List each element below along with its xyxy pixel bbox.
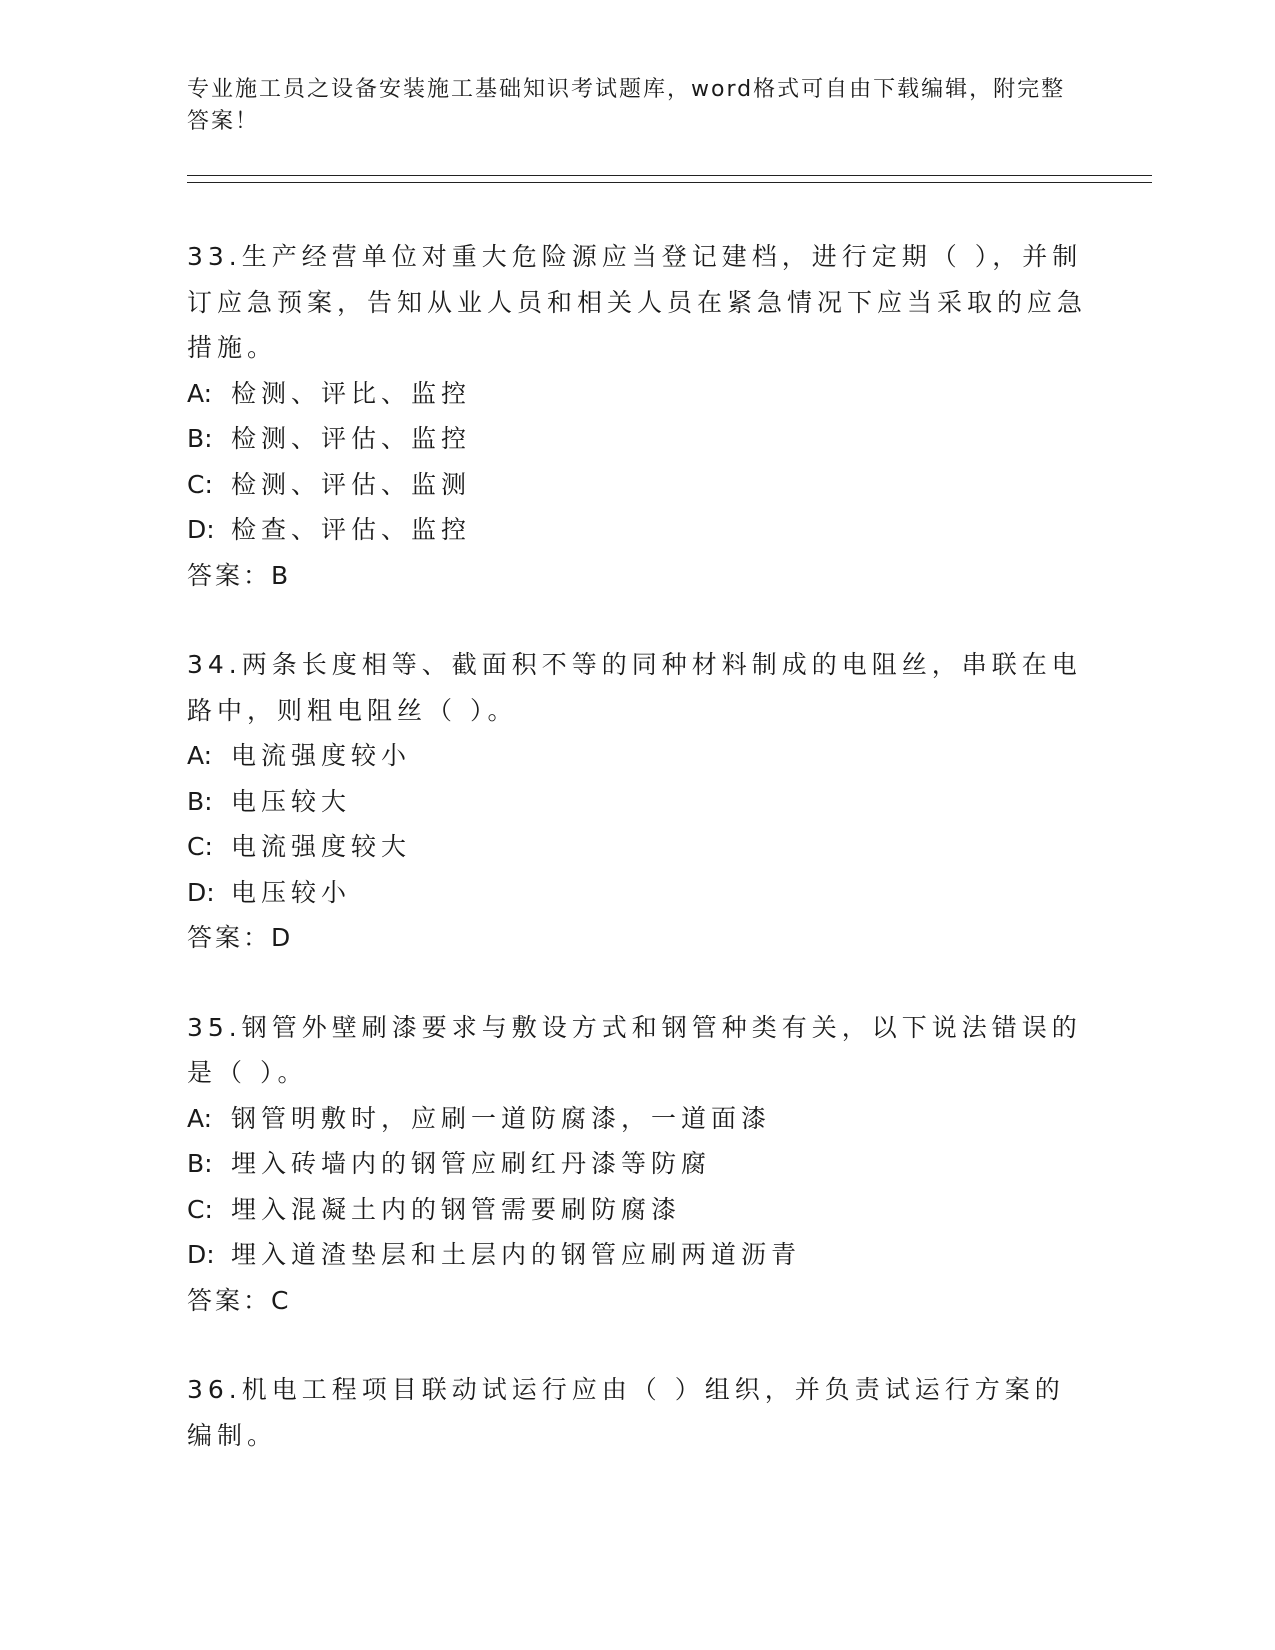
question-34 xyxy=(187,642,1087,961)
question-stem: 34.两条长度相等、截面积不等的同种材料制成的电阻丝，串联在电路中，则粗电阻丝（ ）。 xyxy=(187,650,1082,725)
option-c xyxy=(187,824,1087,870)
option-b xyxy=(187,1141,1087,1187)
option-key: D: xyxy=(187,515,215,544)
option-a xyxy=(187,371,1087,417)
option-b xyxy=(187,416,1087,462)
option-key: A: xyxy=(187,741,213,770)
question-36 xyxy=(187,1367,1087,1458)
document-header: 专业施工员之设备安装施工基础知识考试题库，word格式可自由下载编辑，附完整答案！ xyxy=(187,77,1066,134)
option-text: 电流强度较大 xyxy=(231,832,412,861)
option-key: C: xyxy=(187,1194,213,1224)
option-a xyxy=(187,1096,1087,1142)
option-key: B: xyxy=(187,1149,213,1178)
option-key: C: xyxy=(187,832,213,861)
option-text: 检测、评估、监测 xyxy=(231,469,472,499)
option-text: 电压较小 xyxy=(231,877,352,907)
question-35 xyxy=(187,1005,1087,1324)
option-a xyxy=(187,733,1087,779)
header-divider-top xyxy=(187,175,1152,176)
option-key: D: xyxy=(187,1240,215,1269)
question-stem: 36.机电工程项目联动试运行应由（ ）组织，并负责试运行方案的编制。 xyxy=(187,1375,1065,1450)
question-stem: 35.钢管外壁刷漆要求与敷设方式和钢管种类有关，以下说法错误的是（ ）。 xyxy=(187,1012,1082,1087)
option-c xyxy=(187,1187,1087,1233)
option-key: C: xyxy=(187,469,213,499)
answer-line: 答案：C xyxy=(187,1285,292,1315)
option-d xyxy=(187,507,1087,553)
answer-line: 答案：B xyxy=(187,560,292,590)
question-33 xyxy=(187,234,1087,598)
option-text: 埋入混凝土内的钢管需要刷防腐漆 xyxy=(231,1194,682,1224)
question-list xyxy=(187,234,1087,1502)
answer-line: 答案：D xyxy=(187,923,294,952)
option-b xyxy=(187,779,1087,825)
option-text: 钢管明敷时，应刷一道防腐漆，一道面漆 xyxy=(231,1103,772,1133)
option-text: 检测、评比、监控 xyxy=(231,378,472,408)
header-divider-bottom xyxy=(187,182,1152,183)
option-key: A: xyxy=(187,1103,213,1133)
question-stem: 33.生产经营单位对重大危险源应当登记建档，进行定期（ ），并制订应急预案，告知从业人员和相关人员在紧急情况下应当采取的应急措施。 xyxy=(187,242,1088,362)
option-key: A: xyxy=(187,378,213,408)
option-text: 电流强度较小 xyxy=(231,741,412,770)
option-key: D: xyxy=(187,877,215,907)
option-key: B: xyxy=(187,786,213,816)
option-d xyxy=(187,1232,1087,1278)
option-text: 埋入砖墙内的钢管应刷红丹漆等防腐 xyxy=(231,1149,712,1178)
option-text: 电压较大 xyxy=(231,786,352,816)
option-key: B: xyxy=(187,424,213,453)
option-text: 检测、评估、监控 xyxy=(231,424,472,453)
option-text: 检查、评估、监控 xyxy=(231,515,472,544)
option-c xyxy=(187,462,1087,508)
option-text: 埋入道渣垫层和土层内的钢管应刷两道沥青 xyxy=(231,1240,802,1269)
option-d xyxy=(187,870,1087,916)
